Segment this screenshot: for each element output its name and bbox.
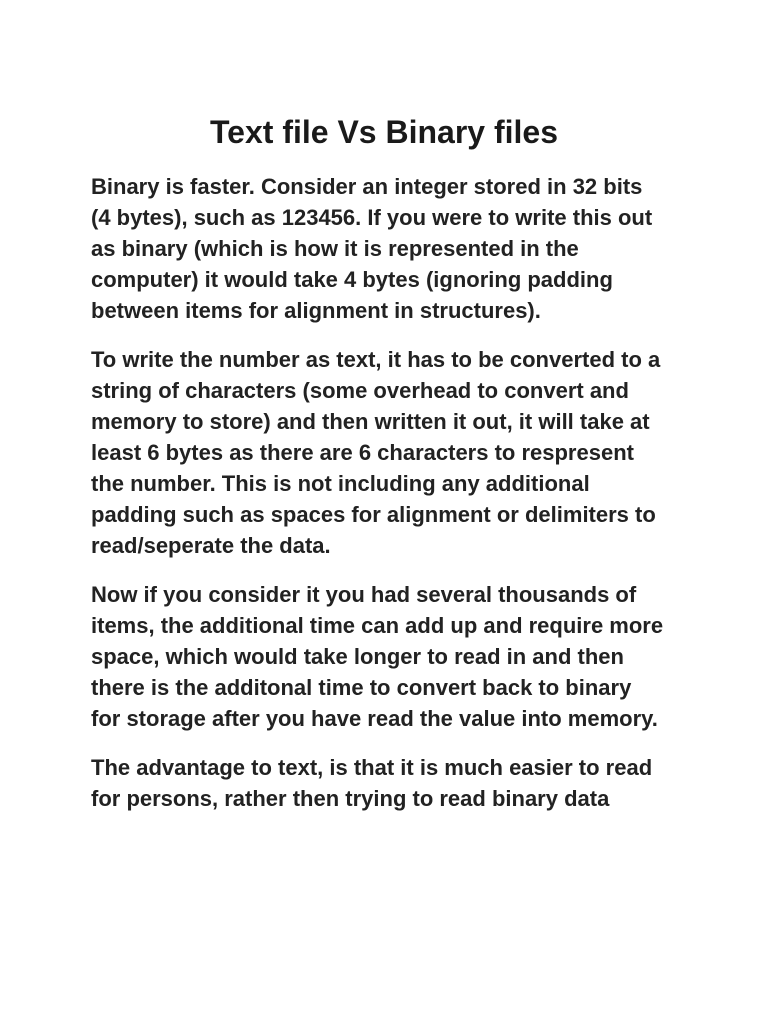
paragraph-text-conversion: To write the number as text, it has to be converted to a string of characters (some overhead to convert and memory to store) and then written it out, it will take at least 6 bytes as there are 6 characters to respresent the number. This is not including any additional padding such as spaces for alignment or delimiters to read/seperate the data.	[91, 347, 661, 558]
paragraph-text-advantage: The advantage to text, is that it is much easier to read for persons, rather then trying to read binary data	[91, 755, 653, 811]
paragraph-binary-faster: Binary is faster. Consider an integer stored in 32 bits (4 bytes), such as 123456. If you were to write this out as binary (which is how it is represented in the computer) it would take 4 bytes (ignoring padding between items for alignment in structures).	[91, 174, 653, 323]
page-title: Text file Vs Binary files	[210, 114, 558, 150]
document-body	[91, 171, 691, 832]
paragraph-thousands-items: Now if you consider it you had several thousands of items, the additional time can add up and require more space, which would take longer to read in and then there is the additonal time to convert back to binary for storage after you have read the value into memory.	[91, 582, 664, 731]
